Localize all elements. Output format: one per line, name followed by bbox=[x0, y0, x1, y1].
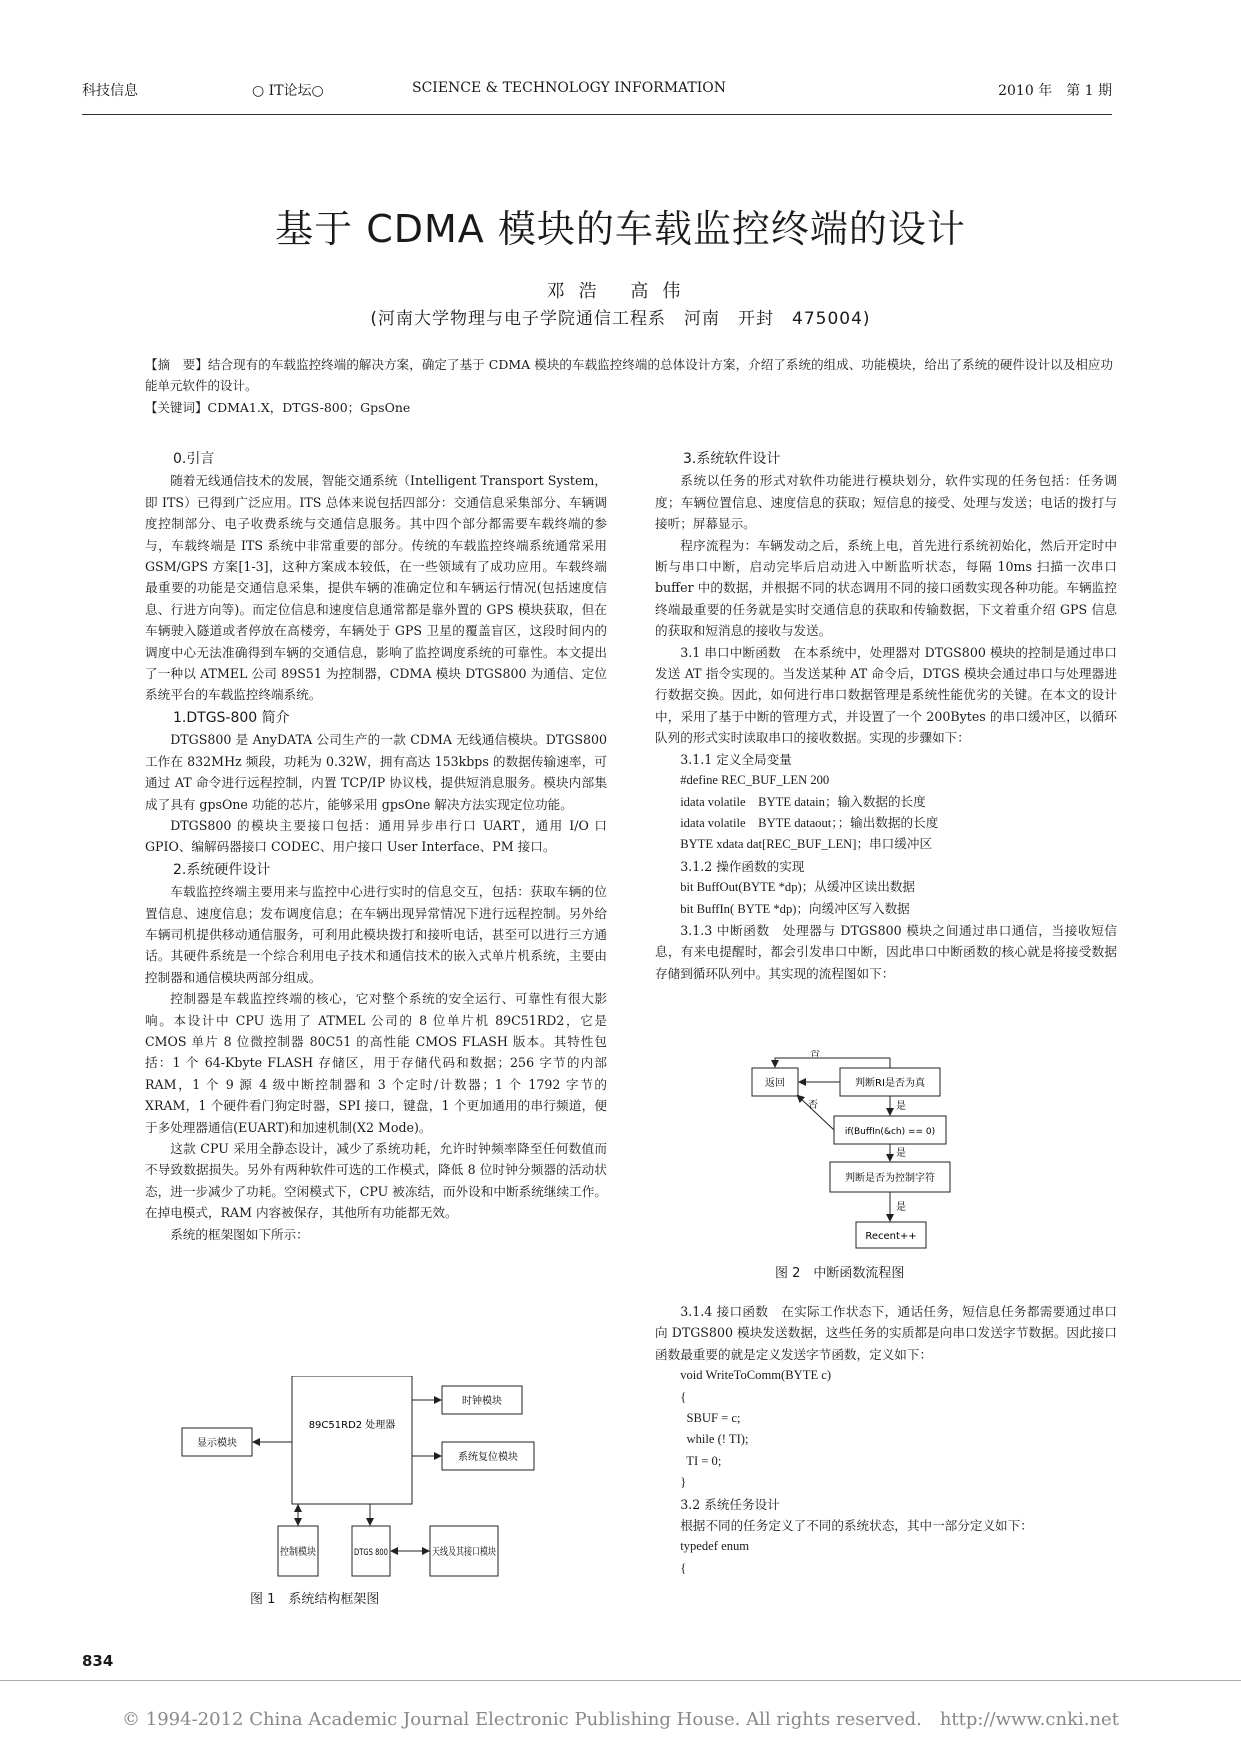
paper-authors: 邓浩 高伟 bbox=[546, 281, 695, 302]
code-line: { bbox=[680, 1560, 687, 1575]
page-number: 834 bbox=[82, 1652, 114, 1670]
journal-name: 科技信息 bbox=[82, 83, 138, 99]
paragraph: DTGS800 是 AnyDATA 公司生产的一款 CDMA 无线通信模块。DTGS800 工作在 832MHz 频段，功耗为 0.32W，拥有高达 153kbps 的数据传输速率，可通过 AT 命令进行远程控制，内置 TCP/IP 协议栈，提供短消息服务。模块内部集成了具有 gpsOne 功能的芯片，能够采用 gpsOne 解决方法实现定位功能。 bbox=[145, 732, 607, 812]
no-label-1: 否 bbox=[810, 1050, 820, 1059]
display-label: 显示模块 bbox=[197, 1438, 237, 1449]
subsection-heading: 3.2 系统任务设计 bbox=[680, 1496, 780, 1512]
code-line: while (! TI); bbox=[680, 1432, 749, 1447]
code-line: void WriteToComm(BYTE c) bbox=[680, 1368, 832, 1383]
code-line: } bbox=[680, 1475, 687, 1490]
running-header bbox=[82, 80, 1112, 115]
figure-2-caption: 图 2 中断函数流程图 bbox=[775, 1266, 905, 1281]
cpu-label: 89C51RD2 处理器 bbox=[308, 1420, 396, 1431]
column-name: ○ IT论坛○ bbox=[252, 83, 324, 99]
paper-title: 基于 CDMA 模块的车载监控终端的设计 bbox=[275, 207, 966, 251]
dtgs-label: DTGS 800 bbox=[354, 1548, 389, 1558]
section-heading: 0.引言 bbox=[173, 451, 215, 467]
cpu-block bbox=[292, 1376, 412, 1504]
figure-1-caption: 图 1 系统结构框架图 bbox=[250, 1592, 380, 1607]
paragraph: 3.1 串口中断函数 在本系统中，处理器对 DTGS800 模块的控制是通过串口发送 AT 指令实现的。当发送某种 AT 命令后，DTGS 模块会通过串口与处理器进行数据交换。因此，如何进行串口数据管理是系统性能优劣的关键。在本文的设计中，采用了基于中断的管理方式，并设置了一个 200Bytes 的串口缓冲区，以循环队列的形式实时读取串口的接收数据。实现的步骤如下： bbox=[655, 644, 1117, 746]
footer-rule bbox=[0, 1680, 1241, 1681]
journal-english-name: SCIENCE & TECHNOLOGY INFORMATION bbox=[412, 80, 726, 96]
condition-label: if(BuffIn(&ch) == 0) bbox=[844, 1127, 936, 1137]
recent-label: Recent++ bbox=[865, 1231, 917, 1242]
code-line: #define REC_BUF_LEN 200 bbox=[680, 773, 830, 788]
code-line: bit BuffIn( BYTE *dp)；向缓冲区写入数据 bbox=[680, 901, 910, 916]
control-label: 控制模块 bbox=[280, 1547, 320, 1558]
paragraph: 随着无线通信技术的发展，智能交通系统（Intelligent Transport System，即 ITS）已得到广泛应用。ITS 总体来说包括四部分：交通信息采集部分、车辆调度控制部分、电子收费系统与交通信息服务。其中四个部分都需要车载终端的参与，车载终端是 ITS 系统中非常重要的部分。传统的车载监控终端系统通常采用 GSM/GPS 方案[1-3]，这种方案成本较低，在一些领域有了成功应用。车载终端最重要的功能是交通信息采集，提供车辆的准确定位和车辆运行情况(包括速度信息、行进方向等)。而定位信息和速度信息通常都是靠外置的 GPS 模块获取，但在车辆驶入隧道或者停放在高楼旁，车辆处于 GPS 卫星的覆盖盲区，这段时间内的调度中心无法准确得到车辆的交通信息，影响了监控调度系统的可靠性。本文提出了一种以 ATMEL 公司 89S51 为控制器，CDMA 模块 DTGS800 为通信、定位系统平台的车载监控终端系统。 bbox=[145, 473, 607, 703]
code-line: BYTE xdata dat[REC_BUF_LEN]；串口缓冲区 bbox=[680, 837, 933, 852]
subsection-heading: 3.1.2 操作函数的实现 bbox=[680, 858, 805, 874]
paragraph: 车载监控终端主要用来与监控中心进行实时的信息交互，包括：获取车辆的位置信息、速度信息；发布调度信息；在车辆出现异常情况下进行远程控制。另外给车辆司机提供移动通信服务，可利用此模块拨打和接听电话，甚至可以进行三方通话。其硬件系统是一个综合利用电子技术和通信技术的嵌入式单片机系统，主要由控制器和通信模块两部分组成。 bbox=[145, 884, 607, 985]
section-heading: 1.DTGS-800 简介 bbox=[173, 709, 290, 726]
figure-1-svg bbox=[180, 1376, 580, 1586]
no-label-2: 否 bbox=[808, 1100, 818, 1111]
keywords: 【关键词】CDMA1.X，DTGS-800；GpsOne bbox=[145, 400, 411, 415]
return-label: 返回 bbox=[765, 1078, 785, 1089]
yes-label-3: 是 bbox=[896, 1202, 906, 1213]
paragraph: 系统的框架图如下所示： bbox=[170, 1226, 309, 1242]
paragraph: 系统以任务的形式对软件功能进行模块划分，软件实现的任务包括：任务调度；车辆位置信息、速度信息的获取；短信息的接受、处理与发送；电话的拨打与接听；屏幕显示。 bbox=[655, 473, 1117, 532]
code-line: TI = 0; bbox=[680, 1453, 722, 1468]
yes-label-2: 是 bbox=[896, 1148, 906, 1159]
code-line: typedef enum bbox=[680, 1539, 750, 1554]
abstract: 【摘 要】结合现有的车载监控终端的解决方案，确定了基于 CDMA 模块的车载监控终端的总体设计方案，介绍了系统的组成、功能模块，给出了系统的硬件设计以及相应功能单元软件的设计。 bbox=[145, 357, 1113, 393]
figure-2-interrupt-flowchart bbox=[750, 1050, 1070, 1281]
figure-2-svg bbox=[750, 1050, 1070, 1260]
paragraph: DTGS800 的模块主要接口包括：通用异步串行口 UART，通用 I/O 口 GPIO、编解码器接口 CODEC、用户接口 User Interface、PM 接口。 bbox=[145, 817, 607, 855]
subsection-heading: 3.1.1 定义全局变量 bbox=[680, 751, 792, 767]
section-heading: 2.系统硬件设计 bbox=[173, 861, 271, 878]
judge-ri-label: 判断RI是否为真 bbox=[855, 1078, 925, 1089]
reset-label: 系统复位模块 bbox=[458, 1452, 518, 1463]
section-heading: 3.系统软件设计 bbox=[683, 451, 781, 467]
issue-info: 2010 年 第 1 期 bbox=[998, 83, 1112, 99]
clock-label: 时钟模块 bbox=[462, 1396, 502, 1407]
copyright-footer: © 1994-2012 China Academic Journal Electronic Publishing House. All rights reserved. http://www.cnki.net bbox=[122, 1709, 1119, 1730]
judge-control-label: 判断是否为控制字符 bbox=[845, 1173, 935, 1184]
paragraph: 3.1.4 接口函数 在实际工作状态下，通话任务，短信息任务都需要通过串口向 DTGS800 模块发送数据，这些任务的实质都是向串口发送字节数据。因此接口函数最重要的就是定义发送字节函数，定义如下： bbox=[655, 1304, 1117, 1362]
code-line: idata volatile BYTE datain；输入数据的长度 bbox=[680, 794, 926, 809]
right-column-continued bbox=[655, 1301, 1117, 1579]
figure-1-system-block-diagram bbox=[180, 1376, 580, 1607]
author-affiliation: (河南大学物理与电子学院通信工程系 河南 开封 475004) bbox=[370, 309, 871, 329]
antenna-label: 天线及其接口模块 bbox=[432, 1547, 512, 1558]
code-line: bit BuffOut(BYTE *dp)；从缓冲区读出数据 bbox=[680, 880, 916, 895]
yes-label-1: 是 bbox=[896, 1101, 906, 1112]
paragraph: 根据不同的任务定义了不同的系统状态，其中一部分定义如下： bbox=[680, 1518, 1033, 1534]
paragraph: 控制器是车载监控终端的核心，它对整个系统的安全运行、可靠性有很大影响。本设计中 CPU 选用了 ATMEL 公司的 8 位单片机 89C51RD2，它是 CMOS 单片 8 位微控制器 80C51 的高性能 CMOS FLASH 版本。其特性包括：1 个 64-Kbyte FLASH 存储区，用于存储代码和数据；256 字节的内部 RAM，1 个 9 源 4 级中断控制器和 3 个定时/计数器；1 个 1792 字节的 XRAM，1 个硬件看门狗定时器，SPI 接口，键盘，1 个更加通用的串行频道，便于多处理器通信(EUART)和加速机制(X2 Mode)。 bbox=[145, 991, 607, 1135]
code-line: idata volatile BYTE dataout；；输出数据的长度 bbox=[680, 815, 939, 830]
paragraph: 3.1.3 中断函数 处理器与 DTGS800 模块之间通过串口通信，当接收短信息，有来电提醒时，都会引发串口中断，因此串口中断函数的核心就是将接受数据存储到循环队列中。其实现的流程图如下： bbox=[655, 922, 1117, 981]
paragraph: 程序流程为：车辆发动之后，系统上电，首先进行系统初始化，然后开定时中断与串口中断，启动完毕后启动进入中断监听状态，每隔 10ms 扫描一次串口 buffer 中的数据，并根据不同的状态调用不同的接口函数实现各种功能。车辆监控终端最重要的任务就是实时交通信息的获取和传输数据，下文着重介绍 GPS 信息的获取和短消息的接收与发送。 bbox=[655, 537, 1117, 639]
left-column bbox=[145, 447, 607, 1245]
code-line: { bbox=[680, 1389, 687, 1404]
paragraph: 这款 CPU 采用全静态设计，减少了系统功耗，允许时钟频率降至任何数值而不导致数据损失。另外有两种软件可选的工作模式，降低 8 位时钟分频器的活动状态，进一步减少了功耗。空闲模式下，CPU 被冻结，而外设和中断系统继续工作。在掉电模式，RAM 内容被保存，其他所有功能都无效。 bbox=[145, 1141, 607, 1221]
right-column bbox=[655, 447, 1117, 984]
code-line: SBUF = c; bbox=[680, 1411, 741, 1426]
